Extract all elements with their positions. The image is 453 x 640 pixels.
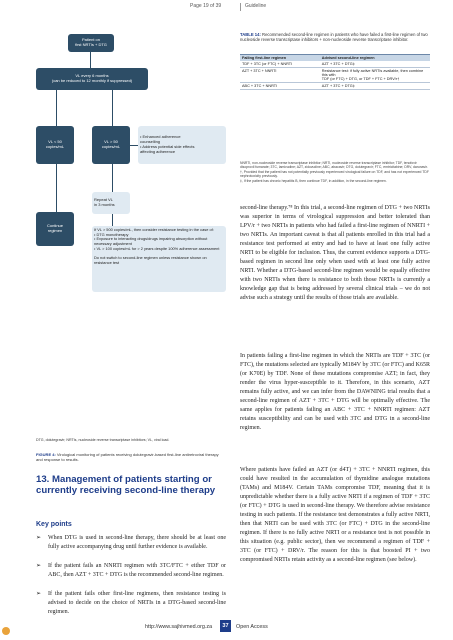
key-points-heading: Key points <box>36 521 72 528</box>
flow-enhanced-box: • Enhanced adherence counselling • Address potential side effects affecting adherence <box>138 126 226 164</box>
table-cell: AZT + 3TC + DTG‡ <box>320 83 430 90</box>
table-cell: AZT + 3TC + DTG‡ <box>320 61 430 68</box>
table-cell: TDF + 3TC (or FTC) + NNRTI <box>240 61 320 68</box>
footer-access: Open Access <box>236 624 268 630</box>
page-number: Page 19 of 39 <box>190 3 222 9</box>
journal-logo-icon <box>2 627 10 635</box>
table-header: Advised second-line regimen <box>320 55 430 62</box>
key-point <box>36 590 226 617</box>
flow-vl-low: VL < 50 copies/mL <box>36 126 74 164</box>
body-paragraph: In patients failing a first-line regimen in which the NRTIs are TDF + 3TC (or FTC), the mutations selected are typically M184V by 3TC (or FTC) and K65R (or K70E) by TDF. None of these mutations compromise AZT; in fact, they render the virus hyper-susceptible to it. Therefore, in this scenario, AZT remains fully active, and we can infer from the DAWNING trial results that a second-line regimen of AZT + 3TC + DTG will be optimally effective. The same applies for patients failing an ABC + 3TC + NNRTI regimen: AZT retains susceptibility and can be used with 3TC and DTG in a second-line regimen. <box>240 353 430 431</box>
section-label: Guideline <box>245 3 267 9</box>
figure-caption <box>36 452 226 463</box>
figure-caption-label: FIGURE 4: <box>36 452 56 457</box>
arrow-bullet-icon: ➢ <box>36 535 42 541</box>
table-cell: Resistance test: if fully active NRTIs available, then combine this with TDF (or FTC) + DTG, or TDF + FTC + DRV/r† <box>320 68 430 83</box>
flow-arrow <box>90 52 91 68</box>
table-header: Failing first-line regimen <box>240 55 320 62</box>
key-point <box>36 534 226 552</box>
footer-page-number: 37 <box>220 620 231 632</box>
flow-switch-box: If VL > 500 copies/mL, then consider resistance testing in the case of: • DTG monotherapy • Exposure to interacting drugs/drugs impairing absorption without necessary adjustment • VL > 100 copies/mL for > 2 years despite 100% adherence assessment Do not switch to second-line regimen unless resistance shown on resistance test <box>92 226 226 292</box>
arrow-bullet-icon: ➢ <box>36 563 42 569</box>
table-row <box>240 68 430 83</box>
key-point-text: When DTG is used in second-line therapy, there should be at least one fully active accompanying drug until further evidence is available. <box>48 535 226 550</box>
key-point-text: If the patient fails an NNRTI regimen with 3TC/FTC + either TDF or ABC, then AZT + 3TC + DTG is the recommended second-line regimen. <box>48 563 226 578</box>
figure-caption-text: Virological monitoring of patients receiving dolutegravir-based first-line antiretroviral therapy and response to results. <box>36 452 219 463</box>
table-cell: AZT + 3TC + NNRTI <box>240 68 320 83</box>
flow-continue-box: Continue regimen <box>36 212 74 246</box>
flow-arrow <box>56 90 57 126</box>
flow-arrow <box>130 145 138 146</box>
flow-arrow <box>112 90 113 126</box>
table-14 <box>240 54 430 90</box>
flow-arrow <box>112 214 113 226</box>
footer-url[interactable]: http://www.sajhivmed.org.za <box>145 624 213 630</box>
table-caption-label: TABLE 14: <box>240 32 261 37</box>
table-footnote: NNRTI, non-nucleoside reverse transcriptase inhibitor; NRTI, nucleoside reverse transcriptase inhibitor; TDF, tenofovir disoproxil fumarate; 3TC, lamivudine; AZT, zidovudine; ABC, abacavir; DTG, dolutegravir; FTC, emtricitabine; DRV, darunavir. †, Provided that the patient has not potentially previously experienced virological failure on TDF, and has not experienced TDF nephrotoxicity previously. ‡, If the patient has chronic hepatitis B, then continue TDF, in addition, in the second-line regimen. <box>240 161 429 183</box>
flow-vl-high: VL > 50 copies/mL <box>92 126 130 164</box>
body-paragraph: Where patients have failed an AZT (or d4T) + 3TC + NNRTI regimen, this could have resulted in the accumulation of thymidine analogue mutations (TAMs) and M184V. Certain TAMs compromise TDF, meaning that it is unpredictable whether there is a fully active NRTI if a regimen of TDF + 3TC (or FTC) + DTG is used in second-line therapy. We therefore advise resistance testing in such patients. If the resistance test demonstrates a fully active NRTI, then that NRTI can be used with 3TC (or FTC) + DTG in the second-line regimen. If there is no fully active NRTI or a resistance test is not possible in this situation (e.g. public sector), then we recommend a regimen of TDF + 3TC (or FTC) + DRV/r. The reason for this is that boosted PI + two compromised NRTIs retain activity as a second-line regimen (see below). <box>240 467 430 563</box>
table-caption-text: Recommended second-line regimen in patients who have failed a first-line regimen of two nucleoside reverse transcriptase inhibitors + non-nucleoside reverse transcriptase inhibitor. <box>240 32 428 43</box>
flow-arrow <box>56 164 57 212</box>
key-point <box>36 562 226 580</box>
section-title: 13. Management of patients starting or currently receiving second-line therapy <box>36 474 216 497</box>
header-divider <box>240 3 241 11</box>
flow-repeat-box: Repeat VL in 3 months <box>92 192 130 214</box>
flow-patient-box: Patient on first NRTIs + DTG <box>68 34 114 52</box>
table-cell: ABC + 3TC + NNRTI <box>240 83 320 90</box>
flow-arrow <box>112 164 113 192</box>
flow-vl-box: VL every 6 months (can be reduced to 12 monthly if suppressed) <box>36 68 148 90</box>
figure-abbreviations: DTG, dolutegravir; NRTIs, nucleoside reverse transcriptase inhibitors; VL, viral load. <box>36 438 170 442</box>
table-caption <box>240 32 430 43</box>
key-point-text: If the patient fails other first-line regimens, then resistance testing is advised to decide on the choice of NRTIs in a DTG-based second-line regimen. <box>48 591 226 615</box>
body-paragraph: second-line therapy.⁷⁸ In this trial, a second-line regimen of DTG + two NRTIs was superior in terms of virological suppression and better tolerated than LPV/r + two NRTIs in patients who had failed a first-line regimen of NNRTI + two NRTIs. An important caveat is that all patients enrolled in this trial had a resistance test performed at entry and had to have at least one fully active NRTI to be eligible for inclusion. Thus, the current evidence supports a DTG-based regimen in second line only when used with at least one fully active NRTI. Whether a DTG-based second-line regimen would be equally effective with two NRTIs when there is resistance to both those NRTIs is currently a knowledge gap that is being addressed by several clinical trials – we do not advise such a strategy until the results of those trials are available. <box>240 205 430 301</box>
arrow-bullet-icon: ➢ <box>36 591 42 597</box>
table-row <box>240 83 430 90</box>
